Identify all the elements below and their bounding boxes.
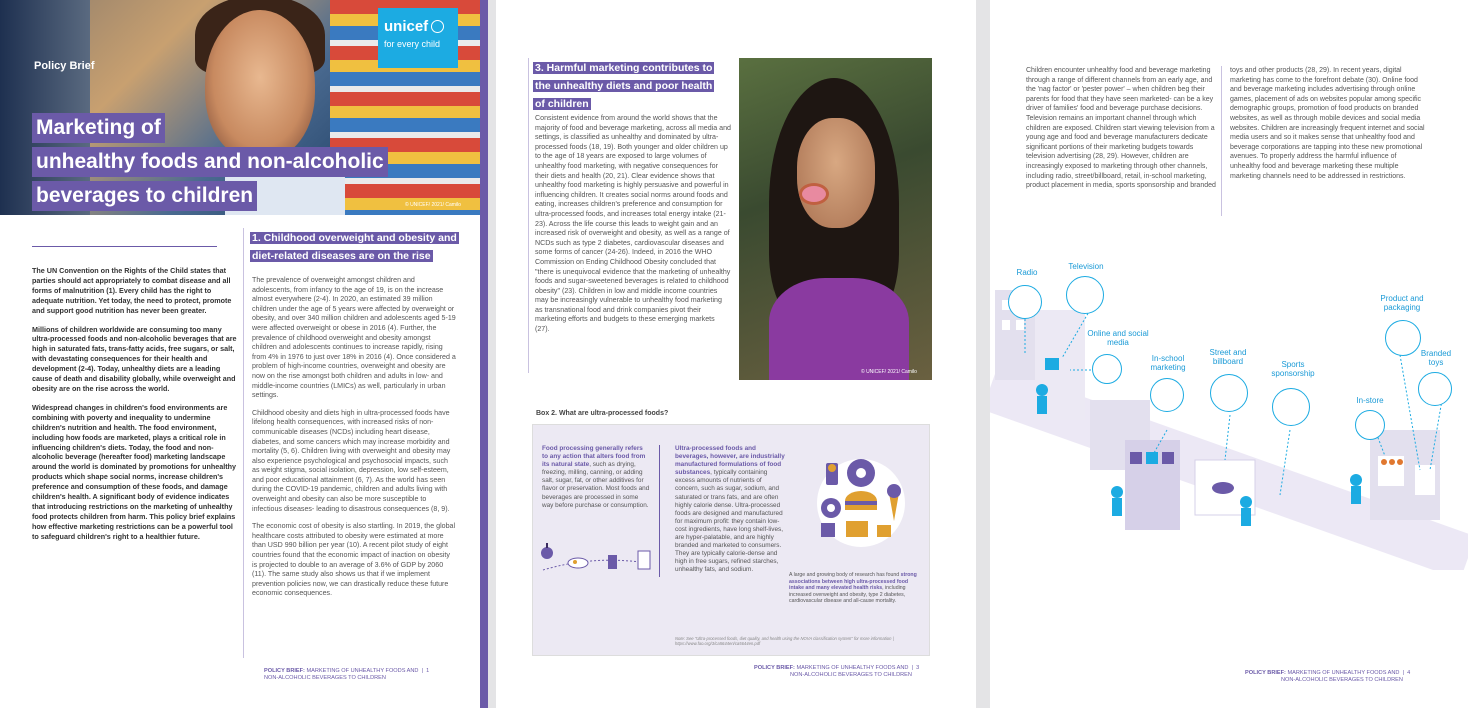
toy-icon (1418, 372, 1452, 406)
page-3 (496, 0, 976, 708)
channel-label-in-store: In-store (1356, 396, 1384, 405)
intro-text: The UN Convention on the Rights of the Child states that parties should act appropriately to combat disease and all forms of malnutrition (1). Every child has the right to adequate nutrition. Yet today, the need to protect, promote and support good nutrition has never been greater. Millions of children worldwide are consuming too many ultra-processed foods and non-alcoholic beverages that are high in saturated fats, trans-fatty acids, free sugars, or salt, with devastating consequences for their health and development (2-4). Today, unhealthy diets are a leading cause of death and disability globally, while overweight and obesity are on the rise across the world. Widespread changes in children's food environments are combining with poverty and inequality to undermine children's nutrition and health. The food environment, including how foods are marketed, plays a critical role in influencing children's diets. Today, the food and non-alcoholic beverage (hereafter food) marketing landscape around the world is dominated by promotions for unhealthy products which shape social norms, increase children's preference and consumption of these foods, and damage children's health. A significant body of evidence indicates that introducing restrictions on the marketing of unhealthy food protects children from harm. This policy brief explains how effective marketing restrictions can be a powerful tool to safeguard children's right to a healthier future. (32, 266, 237, 541)
box-right-text: A large and growing body of research has found strong associations between high ultra-processed food intake and many elevated health risks, including increased overweight and obesity, type 2 diabetes, cardiovascular disease and all-cause mortality. (789, 572, 917, 604)
page-footer: POLICY BRIEF: MARKETING OF UNHEALTHY FOODS AND | 4 NON-ALCOHOLIC BEVERAGES TO CHILDREN (1245, 670, 1411, 683)
marketing-channels-illustration (990, 270, 1468, 570)
page-4-col-2: toys and other products (28, 29). In recent years, digital marketing has come to the forefront debate (30). Online food and beverage marketing includes advertising through online games, placement of ads on websites popular among specific demographic groups, promotion of food products on branded websites, as well as through mobile devices and social media websites. Children are increasingly frequent internet and social media users and so it makes sense that unhealthy food and beverage corporations are tapping into these new promotional avenues. To properly address the harmful influence of unhealthy food and beverage marketing these multiple marketing channels need to be addressed in restrictions. (1230, 67, 1425, 180)
channel-label-toys: Branded toys (1420, 349, 1452, 367)
photo-credit: © UNICEF/ 2021/ Camilo (405, 202, 461, 208)
page-4 (990, 0, 1468, 708)
brand-tagline: for every child (384, 39, 441, 49)
box-note: Note: See "Ultra-processed foods, diet quality, and health using the NOVA classification system" for more information | https://www.fao.org/3/ca5644en/ca5644en.pdf (675, 636, 894, 647)
in-store-icon (1355, 410, 1385, 440)
box-left-text: Food processing generally refers to any action that alters food from its natural state, such as drying, freezing, milling, canning, or adding salt, sugar, fat, or other additives for flavor or preservation. Most foods and beverages are processed in some way before purchase or consumption. (542, 445, 650, 509)
section-3-body: Consistent evidence from around the world shows that the majority of food and beverage marketing, across all media and settings, is classified as unhealthy and dominated by ultra-processed foods (18, 19). Both younger and older children up to the age of 18 years are exposed to large volumes of unhealthy food marketing, with negative consequences for their diets and health (20, 21). Clear evidence shows that unhealthy food marketing is highly persuasive and powerful in influencing children. It creates social norms around foods and eating, increases children's preference and consumption for ultra-processed foods, and increases total energy intake (21-23). Across the life course this leads to weight gain and an increased risk of overweight and obesity, as well as a range of NCDs such as type 2 diabetes, cardiovascular diseases and some forms of cancer (24-26). Indeed, in 2016 the WHO Commission on Ending Childhood Obesity concluded that "there is unequivocal evidence that the marketing of unhealthy foods and sugar-sweetened beverages is related to childhood obesity" (23). Children in low and middle income countries may be increasingly vulnerable to unhealthy food marketing as transnational food and drink companies pivot their marketing efforts and budgets to these emerging markets (27). (535, 114, 731, 334)
section-3-heading: 3. Harmful marketing contributes to the unhealthy diets and poor health of children (535, 62, 713, 110)
girl-eating-photo (739, 58, 932, 380)
channel-label-packaging: Product and packaging (1380, 294, 1424, 312)
channel-label-street: Street and billboard (1209, 348, 1247, 366)
channel-label-online: Online and social media (1087, 329, 1149, 347)
sports-icon (1272, 388, 1310, 426)
box-title: Box 2. What are ultra-processed foods? (536, 410, 669, 417)
in-school-icon (1150, 378, 1184, 412)
page-footer: POLICY BRIEF: MARKETING OF UNHEALTHY FOODS AND | 3 NON-ALCOHOLIC BEVERAGES TO CHILDREN (754, 665, 920, 678)
channel-label-in-school: In-school marketing (1150, 354, 1186, 372)
page-1 (0, 0, 480, 708)
photo-credit: © UNICEF/ 2021/ Camilo (861, 369, 917, 375)
globe-icon (431, 20, 444, 33)
box-ultra-processed (532, 424, 930, 656)
divider (32, 246, 217, 247)
processing-chain-icons (533, 535, 658, 585)
television-icon (1066, 276, 1104, 314)
page-title: Marketing of unhealthy foods and non-alcoholic beverages to children (32, 113, 388, 215)
online-social-icon (1092, 354, 1122, 384)
radio-icon (1008, 285, 1042, 319)
section-1-heading: 1. Childhood overweight and obesity and diet-related diseases are on the rise (252, 232, 457, 262)
channel-label-television: Television (1068, 262, 1104, 271)
unicef-logo: unicef for every child (378, 8, 458, 68)
section-1-body: The prevalence of overweight amongst children and adolescents, from infancy to the age of 19, is on the increase almost everywhere (2-4). In 2020, an estimated 39 million children under the age of 5 years were affected by overweight or obesity, and over 340 million children and adolescents aged 5-19 were affected overweight or obese in 2016 (4). Further, the prevalence of childhood overweight and obesity amongst children and adolescents continues to increase rapidly, rising from 4% in 1976 to just over 18% in 2016 (4). Once considered a problem of high-income countries, overweight and obesity are now on the rise amongst both children and adults in low- and middle-income countries (LMICs) as well, particularly in urban settings. Childhood obesity and diets high in ultra-processed foods have lifelong health consequences, with increased risks of non-communicable diseases (NCDs) including heart disease, diabetes, and some cancers which may increase morbidity and mortality (5, 6). Children living with overweight and obesity may also experience psychological and psychosocial impacts, such as weight stigma, social isolation, depression, low self-esteem, and poor educational attainment (6, 7). As the world has seen during the COVID-19 pandemic, children and adults living with overweight and obesity can also be more susceptible to infectious diseases- leading to disastrous consequences (8, 9). The economic cost of obesity is also startling. In 2019, the global healthcare costs attributed to obesity were estimated at more than USD 990 billion per year (10). A recent pilot study of eight countries found that the economic impact of inaction on obesity is projected to double to an average of 3.6% of GDP by 2060 (11). The same study also shows us that if we implement prevention policies now, we can drastically reduce these future economic consequences. (252, 276, 456, 598)
channel-label-radio: Radio (1016, 268, 1038, 277)
page-4-col-1: Children encounter unhealthy food and beverage marketing through a range of different channels from an early age, and the 'nag factor' or 'pester power' – when children beg their parents for food that they have seen marketed- can be a key driver of families' food and beverage purchase decisions. Television remains an important channel through which children are exposed. Children start viewing television from a young age and food and beverage manufacturers dedicate significant portions of their marketing budgets towards television advertising (28, 29). However, children are increasingly exposed to marketing through other channels, including radio, street/billboard, retail, in-school marketing, product placement in media, sports sponsorship and branded (1026, 67, 1216, 190)
page-1-side-bar (480, 0, 488, 708)
page-footer: POLICY BRIEF: MARKETING OF UNHEALTHY FOODS AND | 1 NON-ALCOHOLIC BEVERAGES TO CHILDREN (264, 668, 430, 681)
box-mid-text: Ultra-processed foods and beverages, however, are industrially manufactured formulations of food substances, typically containing excess amounts of nutrients of concern, such as sugar, sodium, and saturated or trans fats, and are often highly calorie dense. Ultra-processed foods are designed and manufactured for maximum profit: they contain low-cost ingredients, have long shelf-lives, are hyper-palatable, and are highly branded and marketed to consumers. They are typically calorie-dense and high in free sugars, refined starches, unhealthy fats, and sodium. (675, 445, 785, 574)
ultra-processed-foods-illustration (801, 453, 921, 553)
policy-brief-label: Policy Brief (34, 60, 95, 72)
channel-label-sports: Sports sponsorship (1271, 360, 1315, 378)
billboard-icon (1210, 374, 1248, 412)
